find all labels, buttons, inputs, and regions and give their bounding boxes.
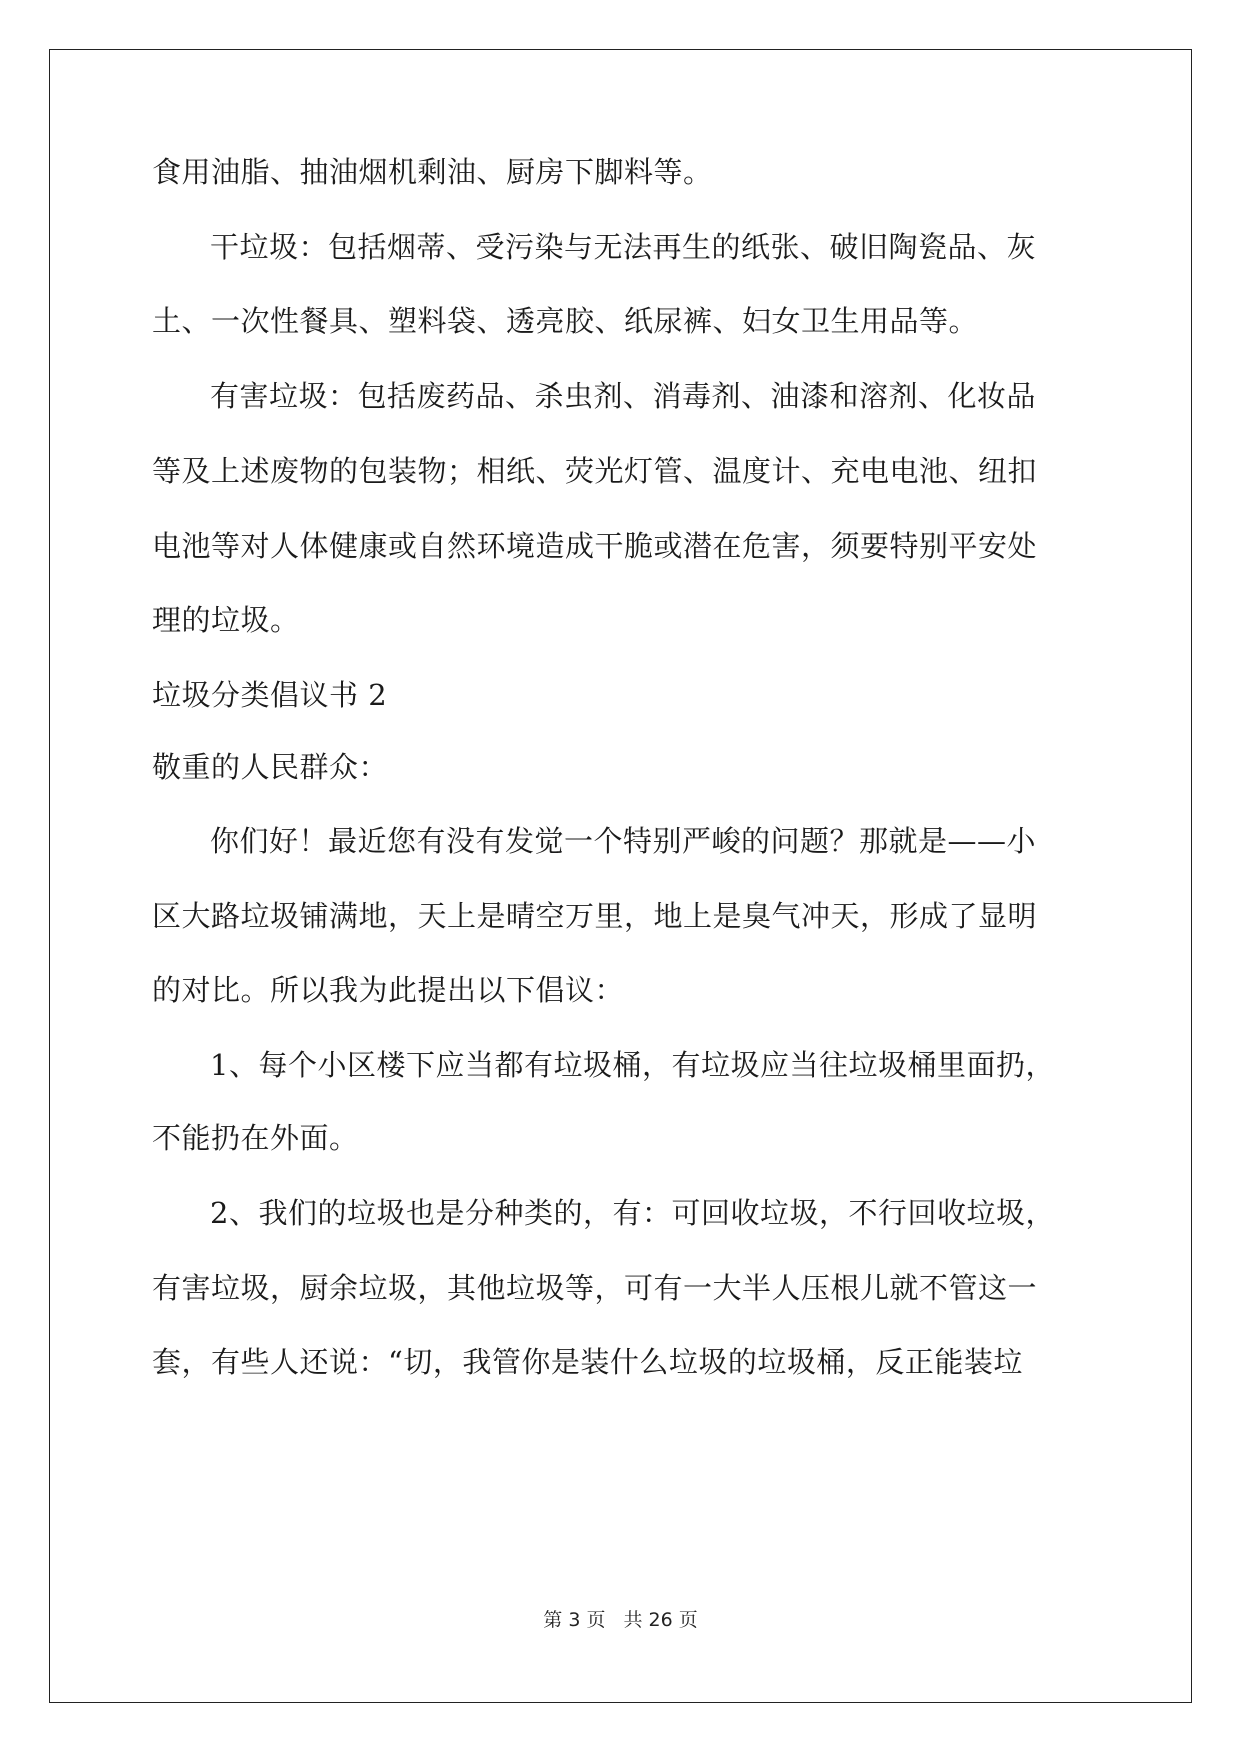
text-line: 区大路垃圾铺满地，天上是晴空万里，地上是臭气冲天，形成了显明	[152, 899, 1038, 933]
text-line: 套，有些人还说：“切，我管你是装什么垃圾的垃圾桶，反正能装垃	[152, 1345, 1023, 1379]
text-line: 1、每个小区楼下应当都有垃圾桶，有垃圾应当往垃圾桶里面扔，	[210, 1048, 1055, 1082]
text-line: 电池等对人体健康或自然环境造成干脆或潜在危害，须要特别平安处	[152, 529, 1038, 563]
text-line: 理的垃圾。	[152, 603, 300, 637]
page-number: 第 3 页	[543, 1609, 606, 1631]
text-line: 你们好！最近您有没有发觉一个特别严峻的问题？那就是——小	[210, 824, 1037, 858]
text-line: 土、一次性餐具、塑料袋、透亮胶、纸尿裤、妇女卫生用品等。	[152, 304, 979, 338]
salutation: 敬重的人民群众：	[152, 750, 389, 784]
text-line: 有害垃圾，厨余垃圾，其他垃圾等，可有一大半人压根儿就不管这一	[152, 1271, 1038, 1305]
text-line: 等及上述废物的包装物；相纸、荧光灯管、温度计、充电电池、纽扣	[152, 454, 1038, 488]
text-line: 的对比。所以我为此提出以下倡议：	[152, 973, 625, 1007]
page-total: 共 26 页	[623, 1609, 698, 1631]
text-line: 不能扔在外面。	[152, 1121, 359, 1155]
text-line: 2、我们的垃圾也是分种类的，有：可回收垃圾，不行回收垃圾，	[210, 1196, 1055, 1230]
section-heading: 垃圾分类倡议书 2	[152, 678, 388, 712]
page-border	[49, 49, 1192, 1703]
text-line: 有害垃圾：包括废药品、杀虫剂、消毒剂、油漆和溶剂、化妆品	[210, 379, 1037, 413]
page-footer	[0, 1608, 1241, 1632]
text-line: 食用油脂、抽油烟机剩油、厨房下脚料等。	[152, 155, 713, 189]
text-line: 干垃圾：包括烟蒂、受污染与无法再生的纸张、破旧陶瓷品、灰	[210, 230, 1037, 264]
